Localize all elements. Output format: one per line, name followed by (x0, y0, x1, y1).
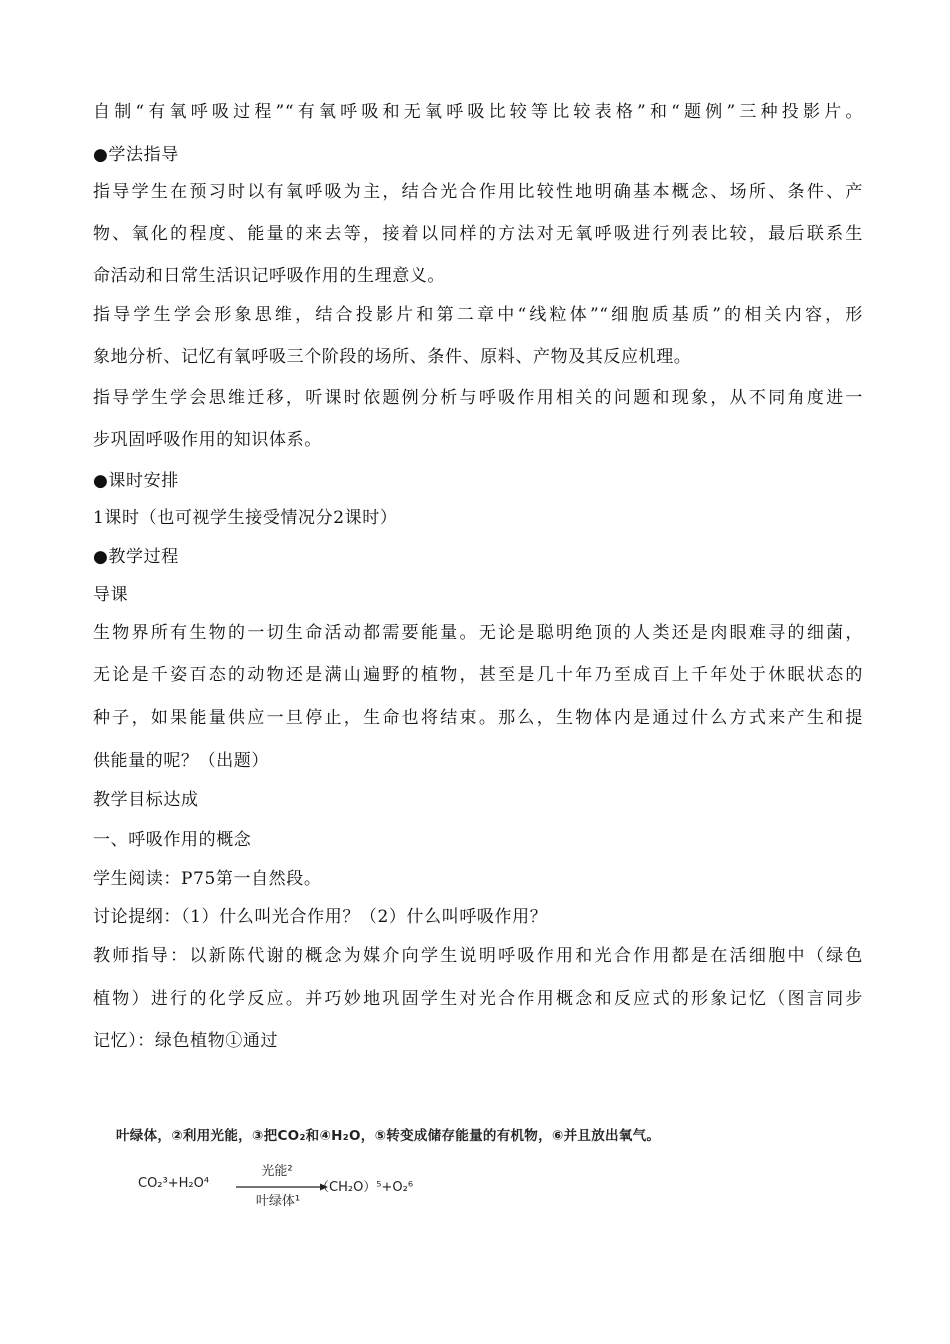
text-line: 学生阅读：P75第一自然段。 (93, 869, 322, 889)
text-line: 记忆）：绿色植物①通过 (93, 1031, 279, 1051)
text-line: 自制“有氧呼吸过程”“有氧呼吸和无氧呼吸比较等比较表格”和“题例”三种投影片。 (93, 102, 863, 122)
photosynthesis-figure (108, 1120, 708, 1220)
text-line: 步巩固呼吸作用的知识体系。 (93, 430, 322, 450)
text-line: 植物）进行的化学反应。并巧妙地巩固学生对光合作用概念和反应式的形象记忆（图言同步 (93, 989, 863, 1009)
photosynthesis-equation (138, 1160, 558, 1210)
section-heading: ●教学过程 (93, 547, 179, 567)
text-line: 导课 (93, 585, 129, 605)
equation-products: （CH₂O）⁵+O₂⁶ (316, 1180, 414, 1195)
text-line: 种子，如果能量供应一旦停止，生命也将结束。那么，生物体内是通过什么方式来产生和提 (93, 708, 863, 728)
equation-condition-chloroplast: 叶绿体¹ (255, 1194, 301, 1209)
equation-condition-light: 光能² (261, 1164, 293, 1179)
text-line: 生物界所有生物的一切生命活动都需要能量。无论是聪明绝顶的人类还是肉眼难寻的细菌， (93, 623, 863, 643)
text-line: 供能量的呢？（出题） (93, 751, 269, 771)
equation-reactants: CO₂³+H₂O⁴ (138, 1176, 210, 1191)
text-line: 教学目标达成 (93, 790, 199, 810)
section-heading: ●学法指导 (93, 145, 179, 165)
figure-caption: 叶绿体，②利用光能，③把CO₂和④H₂O，⑤转变成储存能量的有机物，⑥并且放出氧气。 (116, 1128, 661, 1144)
text-line: 指导学生在预习时以有氧呼吸为主，结合光合作用比较性地明确基本概念、场所、条件、产 (93, 182, 863, 202)
text-line: 象地分析、记忆有氧呼吸三个阶段的场所、条件、原料、产物及其反应机理。 (93, 347, 692, 367)
text-line: 教师指导：以新陈代谢的概念为媒介向学生说明呼吸作用和光合作用都是在活细胞中（绿色 (93, 946, 863, 966)
text-line: 物、氧化的程度、能量的来去等，接着以同样的方法对无氧呼吸进行列表比较，最后联系生 (93, 224, 863, 244)
section-heading: ●课时安排 (93, 471, 179, 491)
text-line: 无论是千姿百态的动物还是满山遍野的植物，甚至是几十年乃至成百上千年处于休眠状态的 (93, 665, 863, 685)
text-line: 讨论提纲：（1）什么叫光合作用？（2）什么叫呼吸作用？ (93, 907, 548, 927)
text-line: 指导学生学会形象思维，结合投影片和第二章中“线粒体”“细胞质基质”的相关内容，形 (93, 305, 863, 325)
text-line: 命活动和日常生活识记呼吸作用的生理意义。 (93, 266, 445, 286)
text-line: 一、呼吸作用的概念 (93, 830, 252, 850)
text-line: 1课时（也可视学生接受情况分2课时） (93, 508, 398, 528)
text-line: 指导学生学会思维迁移，听课时依题例分析与呼吸作用相关的问题和现象，从不同角度进一 (93, 388, 863, 408)
